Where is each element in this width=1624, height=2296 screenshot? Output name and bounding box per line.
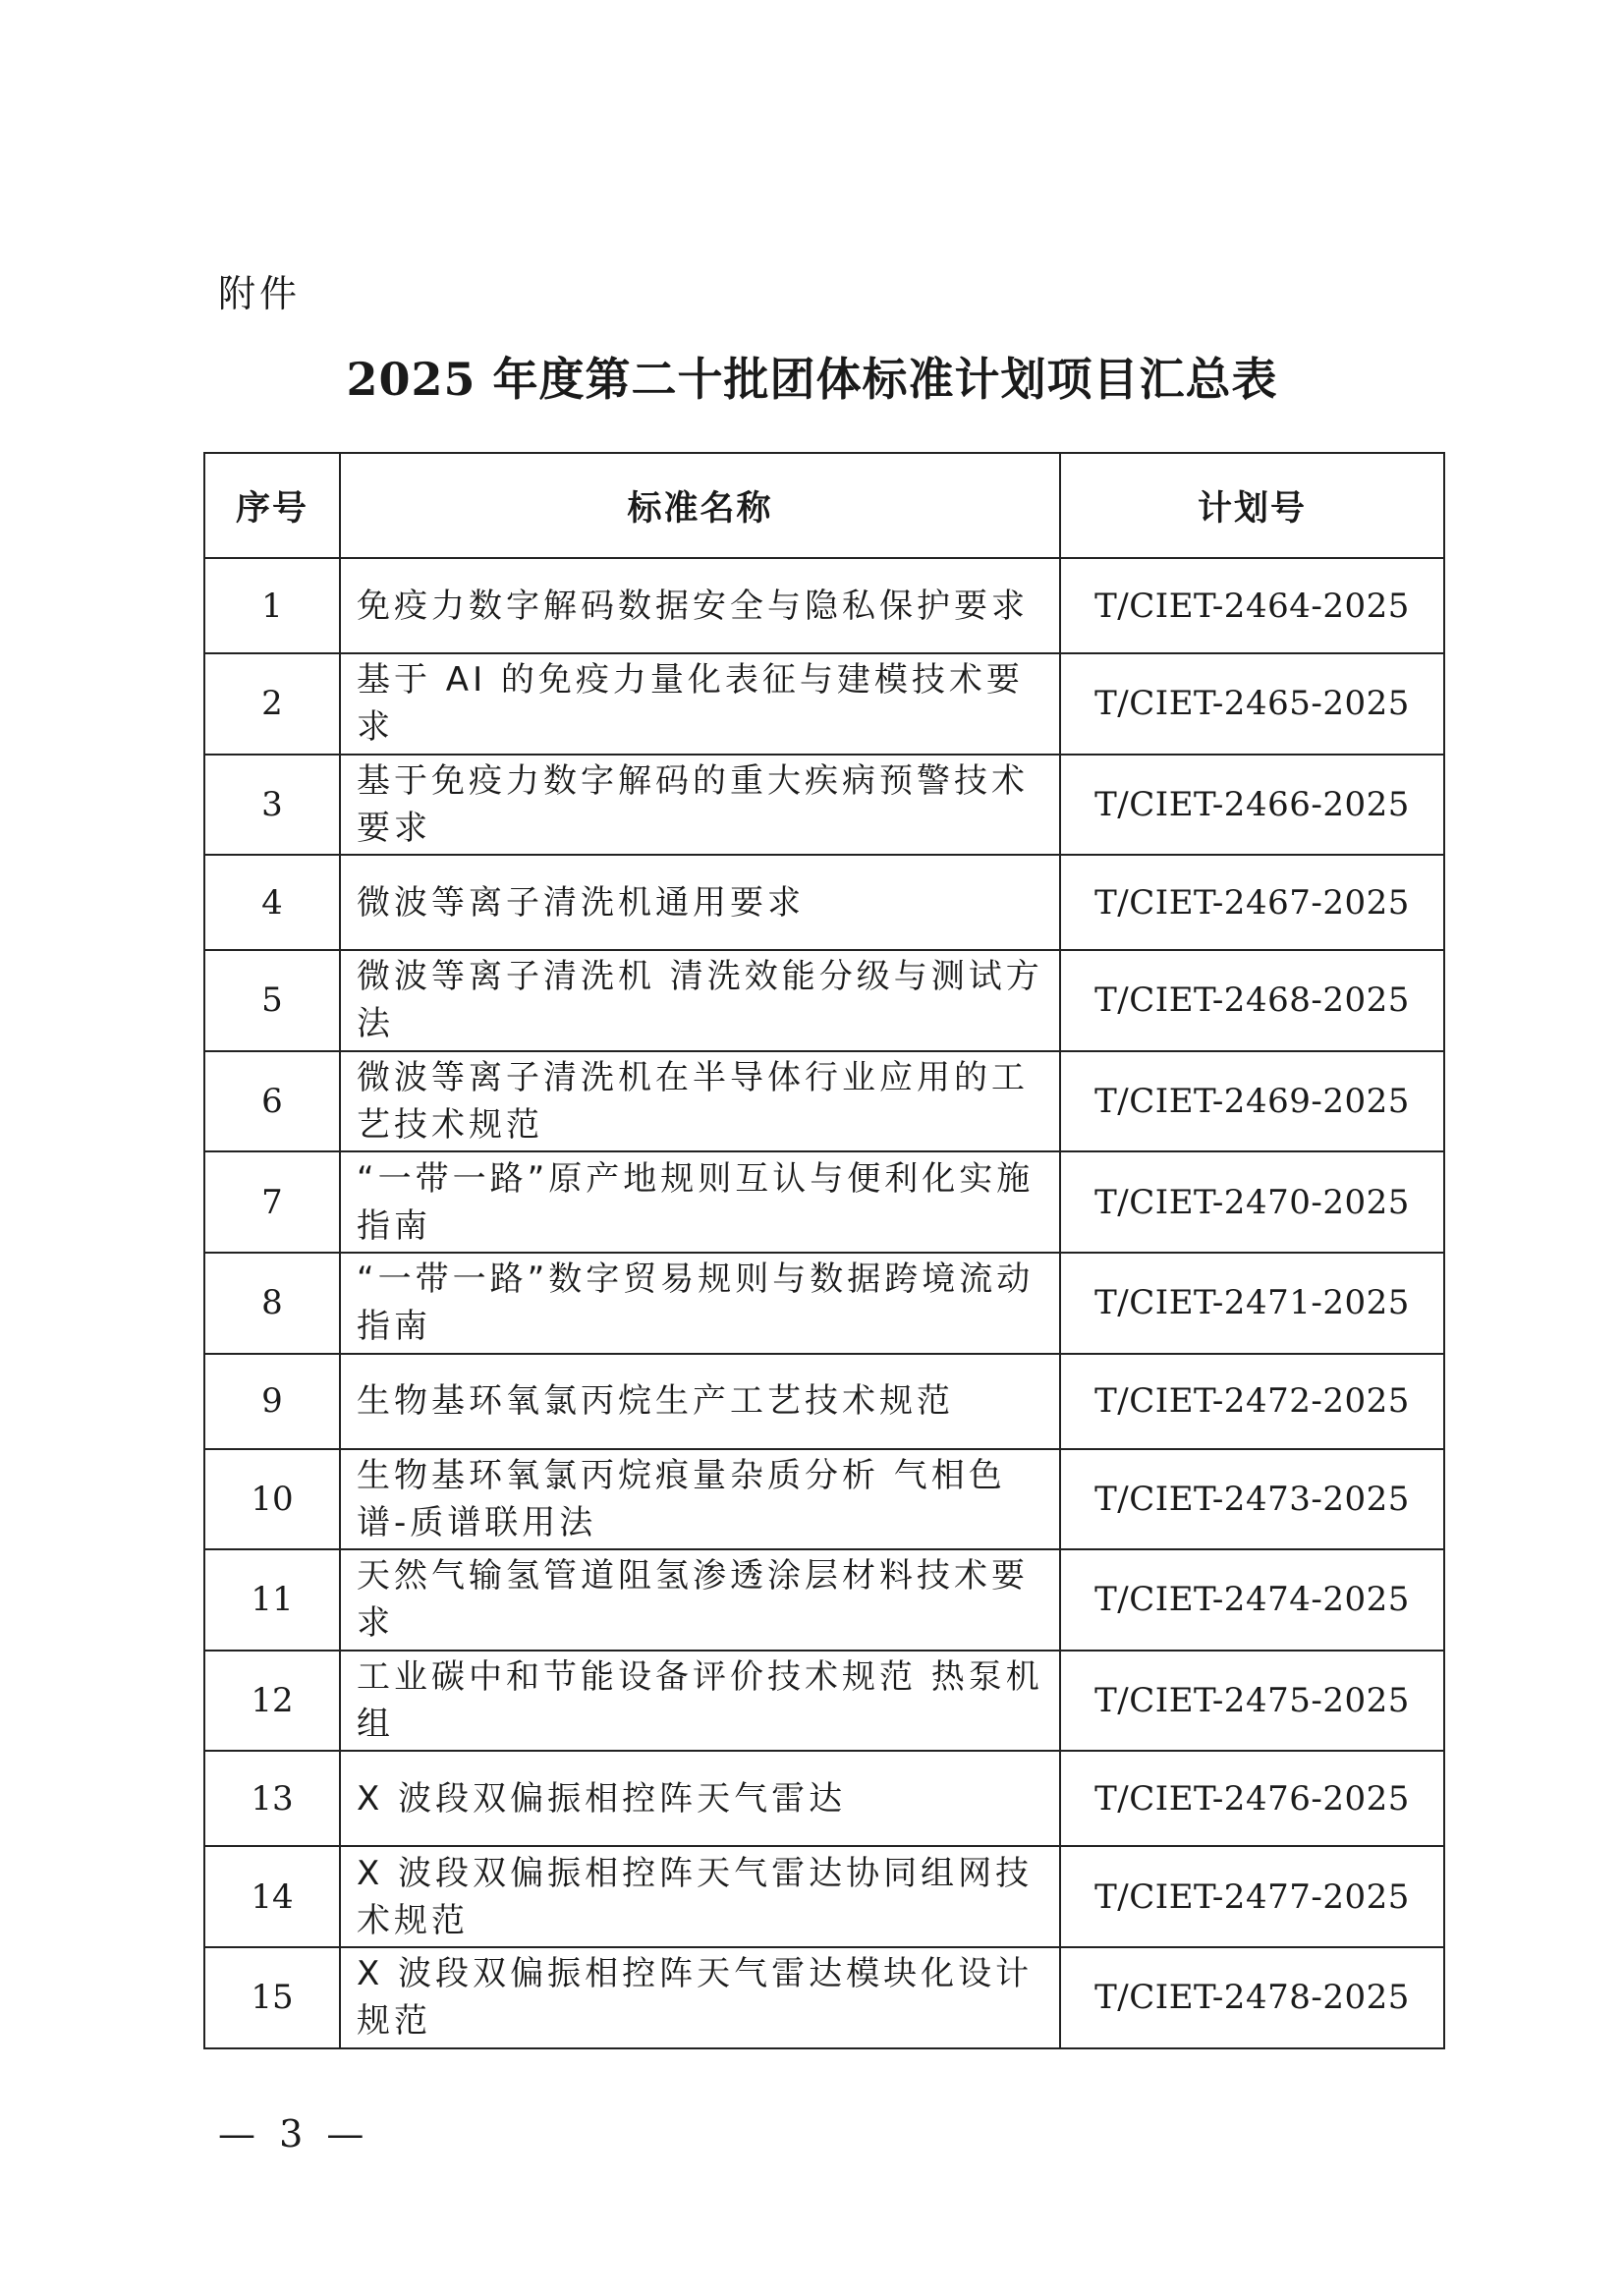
document-title: 2025 年度第二十批团体标准计划项目汇总表 <box>346 353 1278 406</box>
plan-number: T/CIET-2469-2025 <box>1060 1051 1444 1152</box>
standard-name: “一带一路”数字贸易规则与数据跨境流动指南 <box>340 1253 1060 1354</box>
table-row <box>204 1947 1444 2048</box>
row-number: 13 <box>204 1751 340 1846</box>
standard-name: X 波段双偏振相控阵天气雷达协同组网技术规范 <box>340 1846 1060 1947</box>
row-number: 1 <box>204 558 340 653</box>
row-number: 5 <box>204 950 340 1051</box>
row-number: 10 <box>204 1449 340 1550</box>
table-row <box>204 1751 1444 1846</box>
plan-number: T/CIET-2470-2025 <box>1060 1151 1444 1253</box>
plan-number: T/CIET-2472-2025 <box>1060 1354 1444 1449</box>
row-number: 4 <box>204 855 340 950</box>
row-number: 14 <box>204 1846 340 1947</box>
header-plan: 计划号 <box>1060 453 1444 558</box>
table-row <box>204 1253 1444 1354</box>
row-number: 3 <box>204 755 340 856</box>
standard-name: 微波等离子清洗机通用要求 <box>340 855 1060 950</box>
table-row <box>204 1449 1444 1550</box>
plan-number: T/CIET-2474-2025 <box>1060 1549 1444 1651</box>
standard-name: X 波段双偏振相控阵天气雷达模块化设计规范 <box>340 1947 1060 2048</box>
plan-number: T/CIET-2466-2025 <box>1060 755 1444 856</box>
plan-number: T/CIET-2476-2025 <box>1060 1751 1444 1846</box>
standard-name: 生物基环氧氯丙烷生产工艺技术规范 <box>340 1354 1060 1449</box>
standard-name: 基于 AI 的免疫力量化表征与建模技术要求 <box>340 653 1060 755</box>
attachment-label: 附件 <box>218 272 302 315</box>
table-header-row <box>204 453 1444 558</box>
plan-number: T/CIET-2471-2025 <box>1060 1253 1444 1354</box>
row-number: 11 <box>204 1549 340 1651</box>
row-number: 2 <box>204 653 340 755</box>
plan-number: T/CIET-2477-2025 <box>1060 1846 1444 1947</box>
row-number: 12 <box>204 1651 340 1752</box>
standard-name: 微波等离子清洗机 清洗效能分级与测试方法 <box>340 950 1060 1051</box>
standard-name: X 波段双偏振相控阵天气雷达 <box>340 1751 1060 1846</box>
standard-name: 工业碳中和节能设备评价技术规范 热泵机组 <box>340 1651 1060 1752</box>
page-number: — 3 — <box>218 2112 370 2156</box>
header-name: 标准名称 <box>340 453 1060 558</box>
table-row <box>204 653 1444 755</box>
standard-name: 免疫力数字解码数据安全与隐私保护要求 <box>340 558 1060 653</box>
standard-name: 基于免疫力数字解码的重大疾病预警技术要求 <box>340 755 1060 856</box>
standard-name: 天然气输氢管道阻氢渗透涂层材料技术要求 <box>340 1549 1060 1651</box>
table-row <box>204 950 1444 1051</box>
plan-number: T/CIET-2464-2025 <box>1060 558 1444 653</box>
table-row <box>204 1549 1444 1651</box>
standard-name: “一带一路”原产地规则互认与便利化实施指南 <box>340 1151 1060 1253</box>
plan-number: T/CIET-2478-2025 <box>1060 1947 1444 2048</box>
plan-number: T/CIET-2473-2025 <box>1060 1449 1444 1550</box>
standard-name: 微波等离子清洗机在半导体行业应用的工艺技术规范 <box>340 1051 1060 1152</box>
standard-name: 生物基环氧氯丙烷痕量杂质分析 气相色谱-质谱联用法 <box>340 1449 1060 1550</box>
row-number: 6 <box>204 1051 340 1152</box>
standards-table <box>203 452 1445 2049</box>
table-row <box>204 1354 1444 1449</box>
row-number: 9 <box>204 1354 340 1449</box>
row-number: 8 <box>204 1253 340 1354</box>
header-no: 序号 <box>204 453 340 558</box>
table-row <box>204 1051 1444 1152</box>
table-row <box>204 1651 1444 1752</box>
table-row <box>204 1151 1444 1253</box>
plan-number: T/CIET-2465-2025 <box>1060 653 1444 755</box>
table-row <box>204 1846 1444 1947</box>
row-number: 15 <box>204 1947 340 2048</box>
plan-number: T/CIET-2475-2025 <box>1060 1651 1444 1752</box>
plan-number: T/CIET-2468-2025 <box>1060 950 1444 1051</box>
row-number: 7 <box>204 1151 340 1253</box>
table-row <box>204 855 1444 950</box>
plan-number: T/CIET-2467-2025 <box>1060 855 1444 950</box>
table-row <box>204 558 1444 653</box>
table-row <box>204 755 1444 856</box>
